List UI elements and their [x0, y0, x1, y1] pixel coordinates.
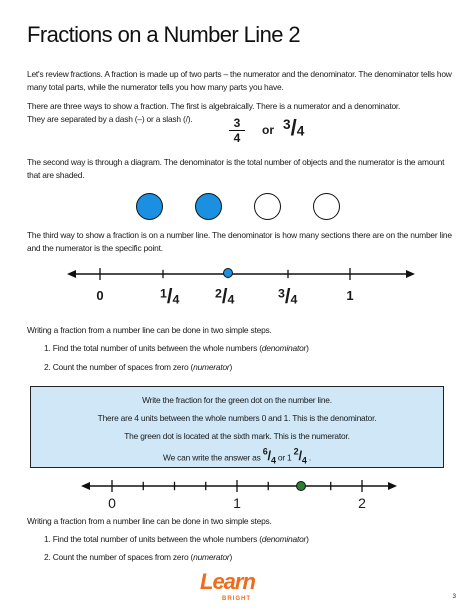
page-title: Fractions on a Number Line 2	[27, 22, 301, 47]
number-line-paragraph: The third way to show a fraction is on a number line. The denominator is how many sections there are on the number line and the numerator is the specific point.	[27, 230, 452, 253]
tick-label-zero: 0	[108, 495, 116, 511]
callout-line: There are 4 units between the whole numbers 0 and 1. This is the denominator.	[97, 413, 377, 423]
arrow-left-icon	[81, 482, 90, 490]
or-label: or	[262, 123, 274, 137]
slash-fraction-numerator: 3	[283, 116, 291, 132]
fraction-denominator: 4	[233, 131, 241, 145]
number-line-point	[297, 482, 306, 491]
diagram-paragraph: The second way is through a diagram. The denominator is the total number of objects and the numerator is the amount that are shaded.	[27, 157, 445, 180]
tick-label-fraction: $^1$/4	[160, 286, 180, 308]
tick-label-one: 1	[233, 495, 241, 511]
learn-bright-logo-sub: BRIGHT	[222, 596, 251, 602]
page-number: 3	[452, 594, 456, 600]
list-item: 1. Find the total number of units between the whole numbers (denominator)	[44, 343, 309, 353]
intro-paragraph: Let's review fractions. A fraction is made up of two parts – the numerator and the denominator. The denominator tells how many total parts, while the numerator tells you how many parts you have.	[27, 69, 452, 92]
steps-intro-repeat: Writing a fraction from a number line can be done in two simple steps.	[27, 516, 272, 526]
ways-paragraph: There are three ways to show a fraction. The first is algebraically. There is a numerator and a denominator. They are separated by a dash (–) or a slash (/).	[27, 101, 401, 124]
arrow-right-icon	[388, 482, 397, 490]
list-item: 1. Find the total number of units between the whole numbers (denominator)	[44, 534, 309, 544]
steps-intro: Writing a fraction from a number line can be done in two simple steps.	[27, 325, 272, 335]
callout-line: The green dot is located at the sixth mark. This is the numerator.	[124, 431, 350, 441]
callout-line: Write the fraction for the green dot on the number line.	[142, 395, 332, 405]
learn-bright-logo: Learn	[200, 569, 255, 594]
tick-label-one: 1	[346, 288, 354, 303]
fraction-numerator: 3	[233, 116, 241, 130]
tick-label-zero: 0	[96, 288, 104, 303]
slash-fraction: $^3$/4	[283, 115, 305, 140]
tick-label-two: 2	[358, 495, 366, 511]
callout-answer-line: We can write the answer as $^6/_4$ or 1 $^2/_4$ .	[163, 447, 311, 466]
tick-label-fraction: $^3$/4	[278, 286, 298, 308]
list-item: 2. Count the number of spaces from zero (numerator)	[44, 362, 233, 372]
tick-label-fraction: $^2$/4	[215, 286, 235, 308]
list-item: 2. Count the number of spaces from zero (numerator)	[44, 552, 233, 562]
slash-fraction-denominator: 4	[296, 123, 305, 139]
